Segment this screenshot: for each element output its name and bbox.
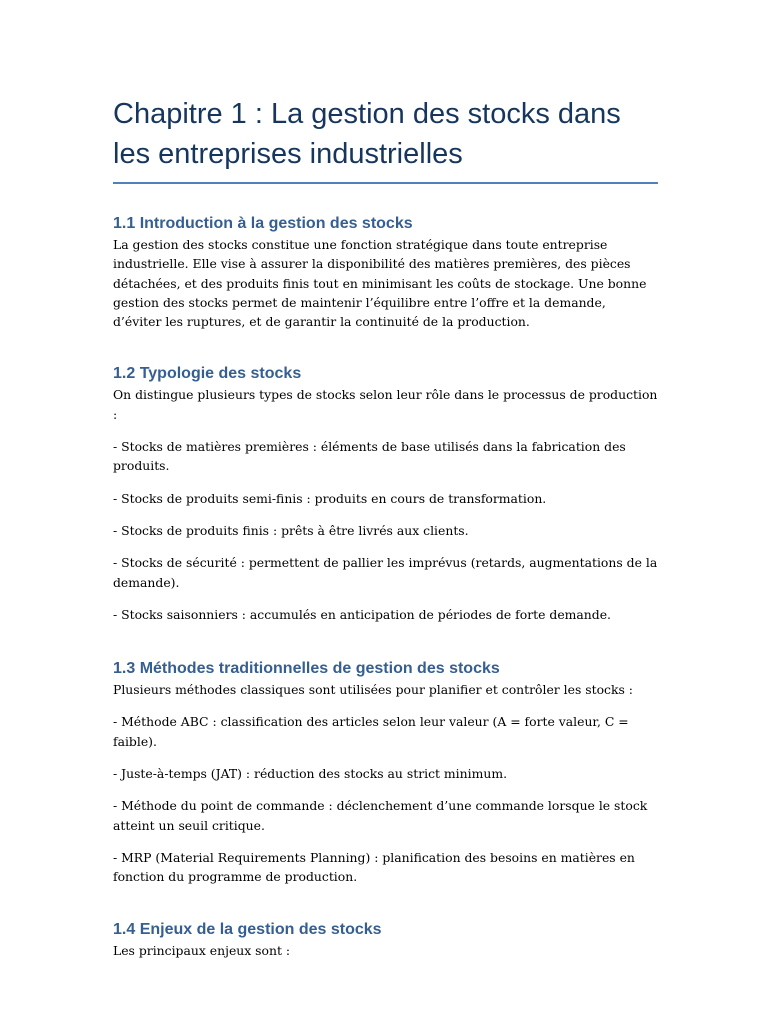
section-heading-introduction: 1.1 Introduction à la gestion des stocks — [113, 215, 413, 232]
list-item: - Stocks de produits semi-finis : produits en cours de transformation. — [113, 490, 547, 506]
section-heading-enjeux: 1.4 Enjeux de la gestion des stocks — [113, 920, 382, 938]
section-intro-methodes: Plusieurs méthodes classiques sont utilisées pour planifier et contrôler les stocks : — [113, 682, 633, 698]
list-item: - Méthode du point de commande : déclenchement d’une commande lorsque le stock atteint un seuil critique. — [113, 798, 648, 833]
list-item: - Stocks de matières premières : éléments de base utilisés dans la fabrication des produits. — [113, 439, 626, 474]
list-item: - Stocks saisonniers : accumulés en anticipation de périodes de forte demande. — [113, 606, 611, 622]
section-intro-enjeux: Les principaux enjeux sont : — [113, 942, 291, 958]
section-heading-typologie: 1.2 Typologie des stocks — [113, 365, 302, 383]
section-heading-methodes: 1.3 Méthodes traditionnelles de gestion des stocks — [113, 660, 500, 678]
list-item: - Stocks de produits finis : prêts à être livrés aux clients. — [113, 522, 469, 538]
section-intro-typologie: On distingue plusieurs types de stocks selon leur rôle dans le processus de production : — [113, 387, 658, 422]
document-page — [113, 0, 658, 960]
list-item: - Méthode ABC : classification des articles selon leur valeur (A = forte valeur, C = faible). — [113, 714, 629, 749]
section-paragraph-introduction: La gestion des stocks constitue une fonction stratégique dans toute entreprise industrielle. Elle vise à assurer la disponibilité des matières premières, des pièces détachées, et des produits finis tout en minimisant les coûts de stockage. Une bonne gestion des stocks permet de maintenir l’équilibre entre l’offre et la demande, d’éviter les ruptures, et de garantir la continuité de la production. — [113, 237, 647, 330]
chapter-title: Chapitre 1 : La gestion des stocks dans les entreprises industrielles — [113, 0, 658, 184]
list-item: - MRP (Material Requirements Planning) : planification des besoins en matières en fonction du programme de production. — [113, 849, 635, 885]
list-item: - Stocks de sécurité : permettent de pallier les imprévus (retards, augmentations de la demande). — [113, 555, 658, 590]
list-item: - Juste-à-temps (JAT) : réduction des stocks au strict minimum. — [113, 766, 508, 782]
